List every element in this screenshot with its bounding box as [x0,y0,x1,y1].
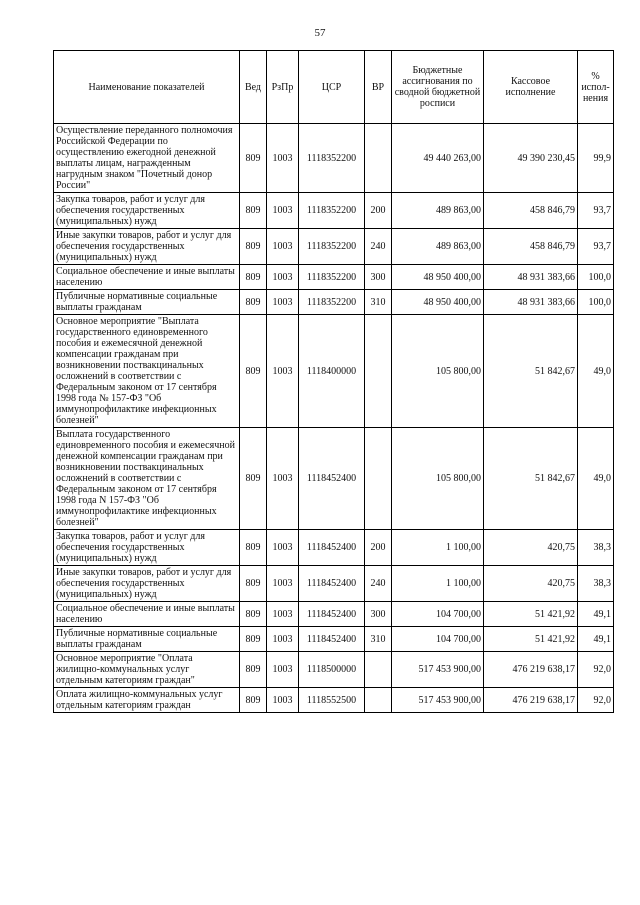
page-number: 57 [314,27,326,39]
row-vr [365,652,392,688]
row-percent: 49,0 [578,428,614,530]
row-name: Закупка товаров, работ и услуг для обеспечения государственных (муниципальных) нужд [54,530,240,566]
row-vr: 200 [365,193,392,229]
table-row [54,652,614,688]
row-csr: 1118452400 [299,428,365,530]
row-ved: 809 [240,602,267,627]
row-rzpr: 1003 [267,428,299,530]
table-row [54,124,614,193]
row-vr: 240 [365,229,392,265]
row-percent: 49,0 [578,315,614,428]
table-header-row [54,51,614,124]
row-cash: 51 842,67 [484,428,578,530]
header-name: Наименование показателей [54,51,240,124]
row-vr: 300 [365,265,392,290]
row-vr: 310 [365,627,392,652]
row-rzpr: 1003 [267,193,299,229]
row-csr: 1118500000 [299,652,365,688]
row-rzpr: 1003 [267,688,299,713]
row-vr [365,315,392,428]
row-cash: 49 390 230,45 [484,124,578,193]
row-budget: 1 100,00 [392,530,484,566]
row-budget: 489 863,00 [392,193,484,229]
header-budget: Бюджетные ассигнования по сводной бюджетной росписи [392,51,484,124]
row-name: Социальное обеспечение и иные выплаты населению [54,265,240,290]
row-cash: 458 846,79 [484,229,578,265]
row-cash: 51 421,92 [484,602,578,627]
row-name: Иные закупки товаров, работ и услуг для обеспечения государственных (муниципальных) нужд [54,229,240,265]
header-csr: ЦСР [299,51,365,124]
row-budget: 48 950 400,00 [392,265,484,290]
row-name: Публичные нормативные социальные выплаты гражданам [54,290,240,315]
table-row [54,530,614,566]
row-budget: 48 950 400,00 [392,290,484,315]
row-cash: 420,75 [484,566,578,602]
table-row [54,428,614,530]
row-percent: 100,0 [578,290,614,315]
row-percent: 38,3 [578,566,614,602]
row-rzpr: 1003 [267,229,299,265]
row-cash: 48 931 383,66 [484,290,578,315]
row-name: Основное мероприятие "Оплата жилищно-коммунальных услуг отдельным категориям граждан" [54,652,240,688]
table-row [54,193,614,229]
row-rzpr: 1003 [267,602,299,627]
row-csr: 1118352200 [299,193,365,229]
row-budget: 517 453 900,00 [392,652,484,688]
row-csr: 1118552500 [299,688,365,713]
header-ved: Вед [240,51,267,124]
row-csr: 1118452400 [299,566,365,602]
row-vr [365,124,392,193]
row-cash: 51 421,92 [484,627,578,652]
row-rzpr: 1003 [267,315,299,428]
table-row [54,602,614,627]
row-vr: 310 [365,290,392,315]
row-ved: 809 [240,193,267,229]
row-name: Осуществление переданного полномочия Российской Федерации по осуществлению ежегодной денежной выплаты лицам, награжденным нагрудным знаком "Почетный донор России" [54,124,240,193]
header-rzpr: РзПр [267,51,299,124]
row-ved: 809 [240,627,267,652]
header-vr: ВР [365,51,392,124]
row-ved: 809 [240,315,267,428]
row-percent: 100,0 [578,265,614,290]
row-rzpr: 1003 [267,265,299,290]
table-row [54,566,614,602]
row-percent: 93,7 [578,193,614,229]
row-budget: 49 440 263,00 [392,124,484,193]
row-ved: 809 [240,265,267,290]
row-name: Социальное обеспечение и иные выплаты населению [54,602,240,627]
row-percent: 92,0 [578,688,614,713]
row-budget: 105 800,00 [392,428,484,530]
row-budget: 489 863,00 [392,229,484,265]
row-rzpr: 1003 [267,290,299,315]
row-vr: 200 [365,530,392,566]
row-cash: 51 842,67 [484,315,578,428]
row-csr: 1118352200 [299,124,365,193]
row-vr: 300 [365,602,392,627]
row-budget: 517 453 900,00 [392,688,484,713]
row-ved: 809 [240,688,267,713]
budget-execution-table [53,50,614,713]
row-budget: 104 700,00 [392,602,484,627]
header-cash: Кассовое исполнение [484,51,578,124]
row-cash: 476 219 638,17 [484,652,578,688]
row-percent: 99,9 [578,124,614,193]
row-percent: 49,1 [578,602,614,627]
table-row [54,688,614,713]
row-rzpr: 1003 [267,124,299,193]
table-row [54,265,614,290]
row-vr [365,688,392,713]
row-csr: 1118452400 [299,530,365,566]
row-ved: 809 [240,229,267,265]
row-rzpr: 1003 [267,652,299,688]
row-name: Выплата государственного единовременного пособия и ежемесячной денежной компенсации гражданам при возникновении поствакцинальных осложнений в соответствии с Федеральным законом от 17 сентября 1998 года N 157-ФЗ "Об иммунопрофилактике инфекционных болезней" [54,428,240,530]
row-ved: 809 [240,428,267,530]
row-ved: 809 [240,566,267,602]
row-percent: 49,1 [578,627,614,652]
row-ved: 809 [240,290,267,315]
header-percent: % испол-нения [578,51,614,124]
row-ved: 809 [240,652,267,688]
row-cash: 458 846,79 [484,193,578,229]
row-name: Публичные нормативные социальные выплаты гражданам [54,627,240,652]
row-ved: 809 [240,530,267,566]
row-percent: 93,7 [578,229,614,265]
row-name: Иные закупки товаров, работ и услуг для обеспечения государственных (муниципальных) нужд [54,566,240,602]
row-csr: 1118452400 [299,602,365,627]
row-rzpr: 1003 [267,566,299,602]
row-name: Основное мероприятие "Выплата государственного единовременного пособия и ежемесячной денежной компенсации гражданам при возникновении поствакцинальных осложнений в соответствии с Федеральным законом от 17 сентября 1998 года № 157-ФЗ "Об иммунопрофилактике инфекционных болезней" [54,315,240,428]
row-name: Оплата жилищно-коммунальных услуг отдельным категориям граждан [54,688,240,713]
row-percent: 92,0 [578,652,614,688]
row-csr: 1118352200 [299,229,365,265]
table-row [54,229,614,265]
table-row [54,315,614,428]
row-rzpr: 1003 [267,627,299,652]
table-row [54,290,614,315]
row-csr: 1118452400 [299,627,365,652]
row-csr: 1118400000 [299,315,365,428]
row-rzpr: 1003 [267,530,299,566]
row-cash: 476 219 638,17 [484,688,578,713]
row-name: Закупка товаров, работ и услуг для обеспечения государственных (муниципальных) нужд [54,193,240,229]
row-vr: 240 [365,566,392,602]
row-percent: 38,3 [578,530,614,566]
table-row [54,627,614,652]
row-csr: 1118352200 [299,265,365,290]
row-vr [365,428,392,530]
row-budget: 104 700,00 [392,627,484,652]
row-ved: 809 [240,124,267,193]
row-cash: 420,75 [484,530,578,566]
row-budget: 105 800,00 [392,315,484,428]
row-csr: 1118352200 [299,290,365,315]
row-budget: 1 100,00 [392,566,484,602]
row-cash: 48 931 383,66 [484,265,578,290]
